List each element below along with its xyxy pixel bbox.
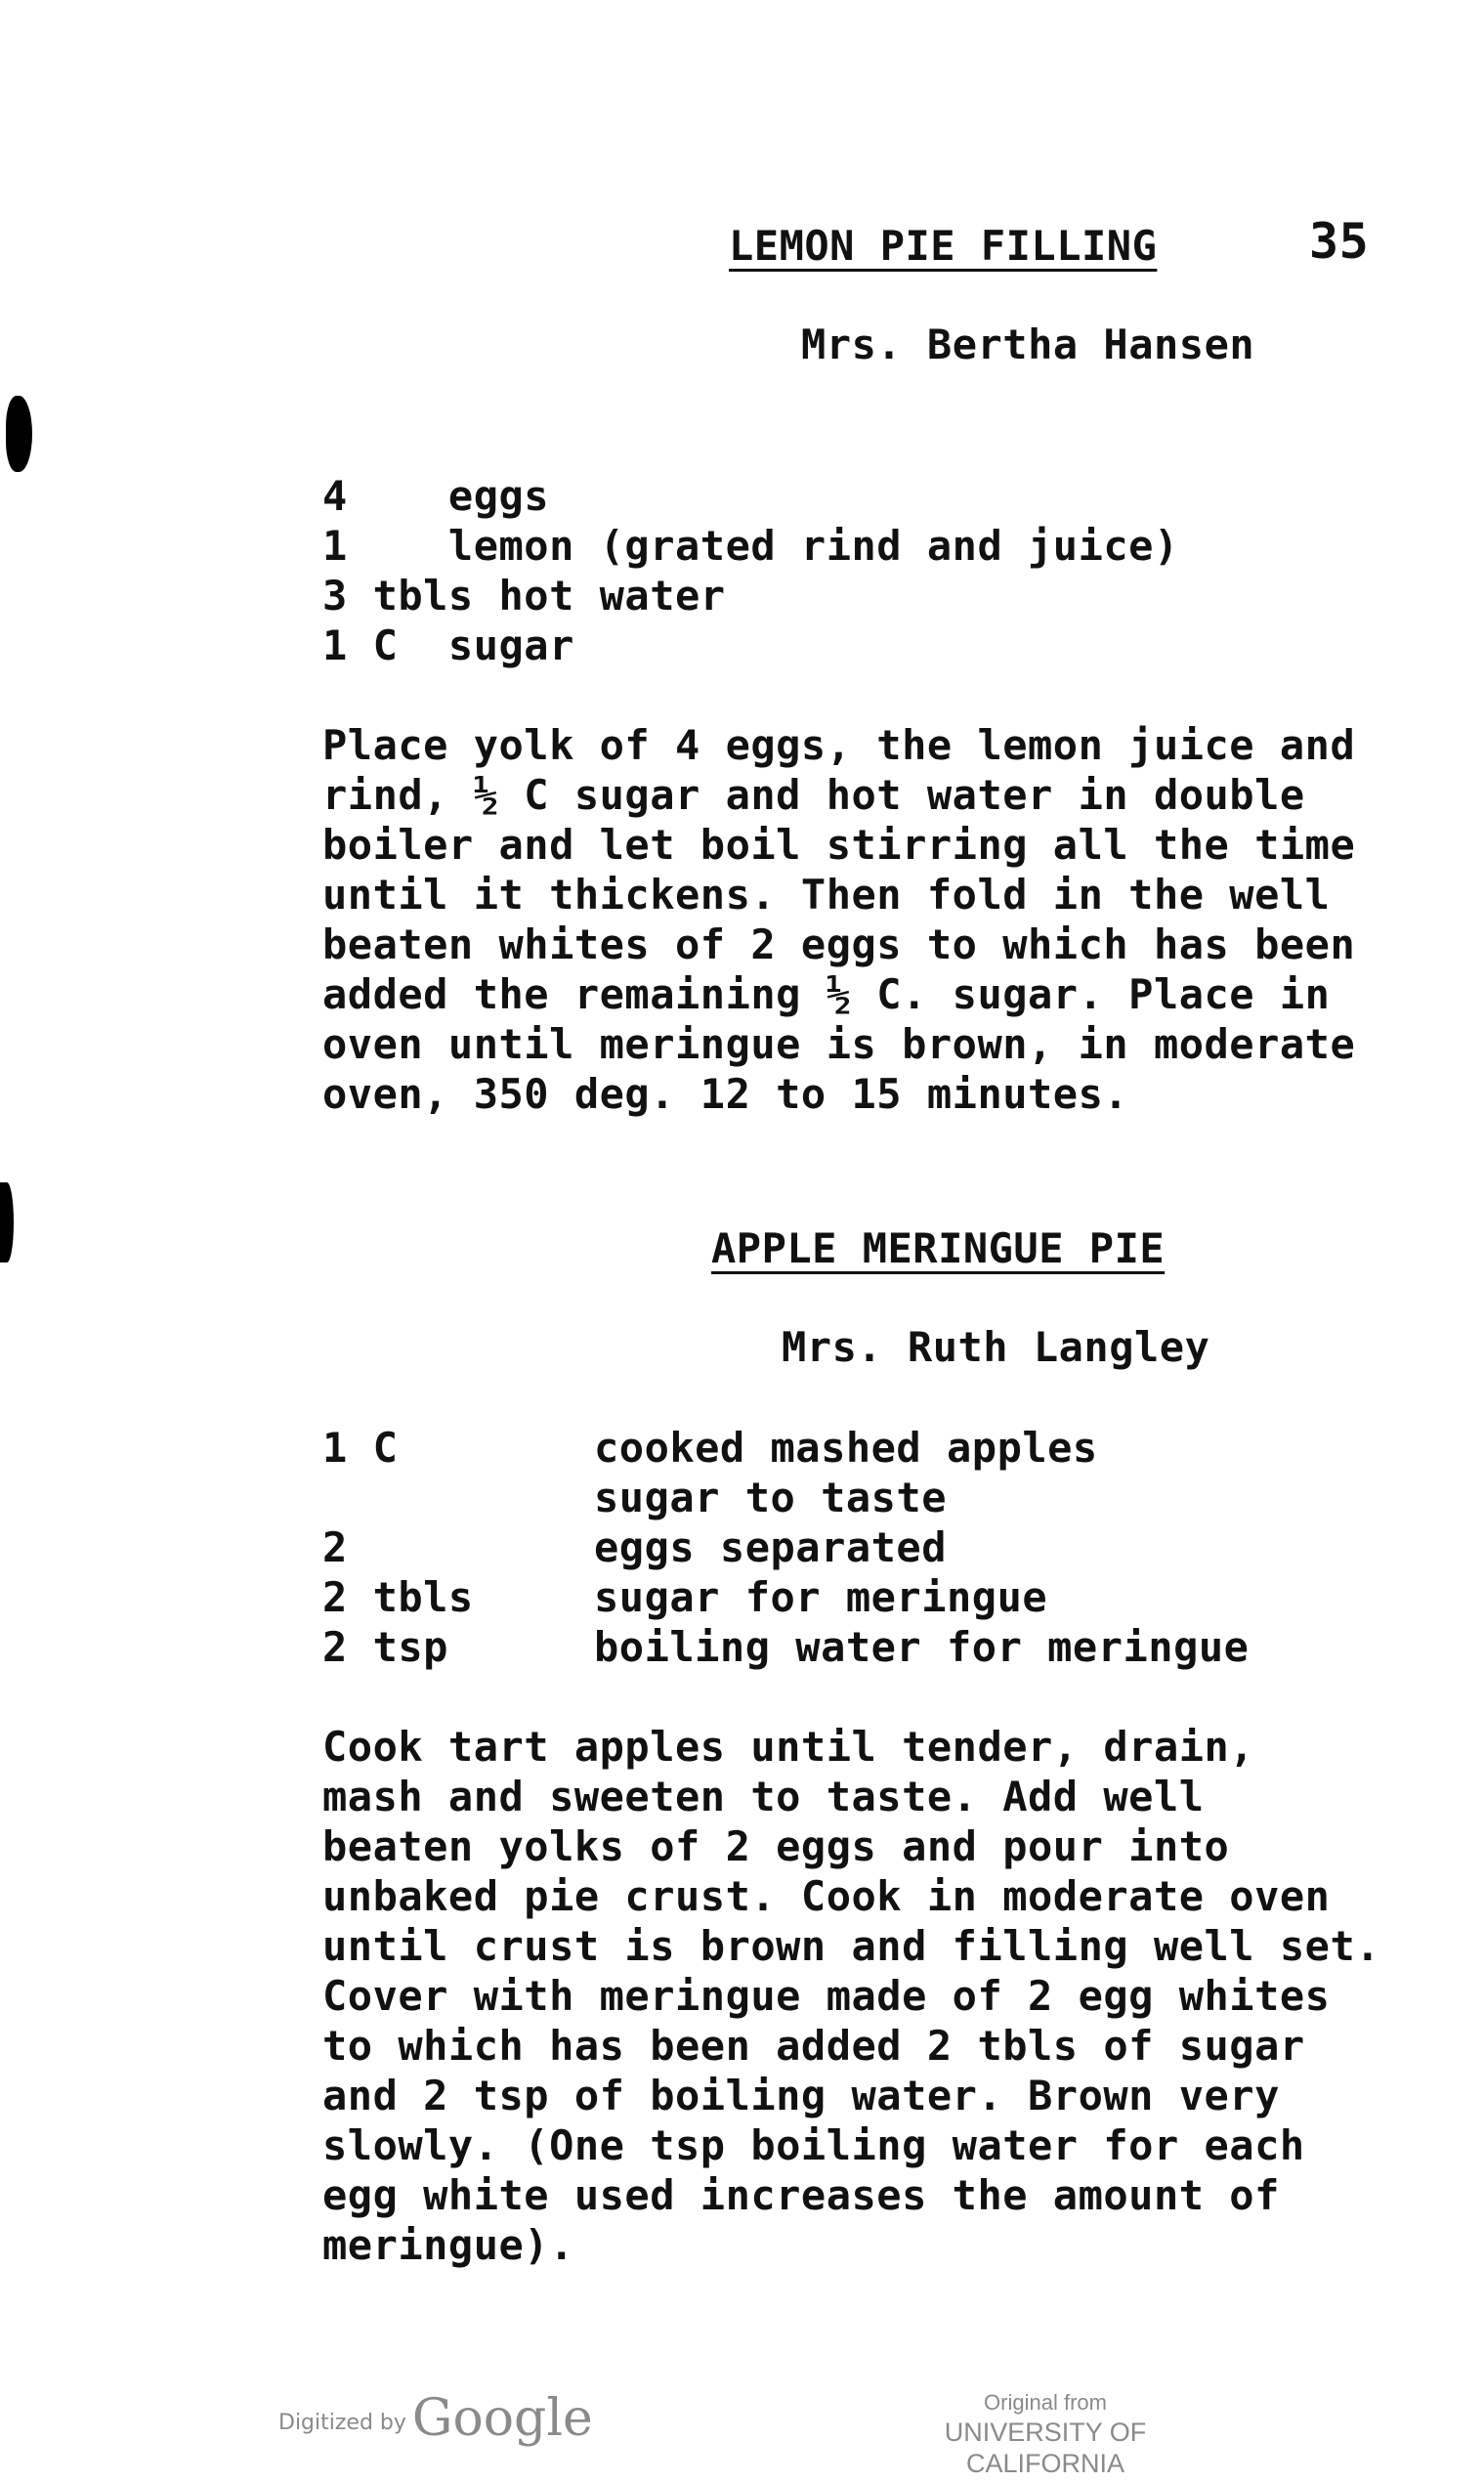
instruction-line: until crust is brown and filling well set.: [322, 1922, 1381, 1970]
ingredient-line: 1 lemon (grated rind and juice): [322, 522, 1179, 570]
ingredient-item: sugar for meringue: [594, 1573, 1048, 1621]
instruction-line: unbaked pie crust. Cook in moderate oven: [322, 1872, 1331, 1920]
instruction-line: Cover with meringue made of 2 egg whites: [322, 1972, 1331, 2020]
ingredient-qty: 2 tsp: [322, 1623, 448, 1671]
digitized-by-label: Digitized by: [278, 2411, 406, 2435]
ingredient-qty: 1 C: [322, 1424, 399, 1472]
digitized-by-watermark: [278, 2389, 593, 2448]
instruction-line: meringue).: [322, 2221, 574, 2269]
ingredient-qty: 2 tbls: [322, 1573, 474, 1621]
recipe-title: APPLE MERINGUE PIE: [711, 1224, 1166, 1272]
instruction-line: until it thickens. Then fold in the well: [322, 871, 1331, 919]
instruction-line: added the remaining ½ C. sugar. Place in: [322, 970, 1331, 1018]
instruction-line: egg white used increases the amount of: [322, 2171, 1280, 2219]
instruction-line: boiler and let boil stirring all the time: [322, 821, 1356, 869]
instruction-line: beaten whites of 2 eggs to which has been: [322, 920, 1356, 968]
google-logo: Google: [411, 2389, 593, 2448]
instruction-line: to which has been added 2 tbls of sugar: [322, 2022, 1305, 2070]
recipe-author: Mrs. Bertha Hansen: [801, 321, 1255, 368]
instruction-line: oven until meringue is brown, in moderate: [322, 1020, 1356, 1068]
recipe-author: Mrs. Ruth Langley: [782, 1323, 1210, 1371]
institution-name: UNIVERSITY OF CALIFORNIA: [944, 2418, 1147, 2478]
ingredient-line: 4 eggs: [322, 472, 550, 520]
ingredient-item: boiling water for meringue: [594, 1623, 1250, 1671]
instruction-line: rind, ½ C sugar and hot water in double: [322, 771, 1305, 819]
instruction-line: oven, 350 deg. 12 to 15 minutes.: [322, 1070, 1129, 1118]
ingredient-item: eggs separated: [594, 1523, 948, 1571]
ingredient-line: 1 C sugar: [322, 621, 574, 669]
ingredient-item: cooked mashed apples: [594, 1424, 1098, 1472]
instruction-line: beaten yolks of 2 eggs and pour into: [322, 1822, 1230, 1870]
scan-artifact-mark: [6, 396, 32, 472]
instruction-line: mash and sweeten to taste. Add well: [322, 1773, 1205, 1820]
ingredient-line: 3 tbls hot water: [322, 572, 726, 620]
ingredient-qty: 2: [322, 1523, 348, 1571]
page-number: 35: [1309, 213, 1370, 270]
original-from-watermark: [869, 2389, 1221, 2479]
instruction-line: Cook tart apples until tender, drain,: [322, 1723, 1255, 1771]
instruction-line: and 2 tsp of boiling water. Brown very: [322, 2072, 1280, 2119]
instruction-line: Place yolk of 4 eggs, the lemon juice and: [322, 721, 1356, 769]
scan-artifact-mark: [0, 1182, 14, 1262]
original-from-label: Original from: [984, 2390, 1107, 2415]
instruction-line: slowly. (One tsp boiling water for each: [322, 2121, 1305, 2169]
ingredient-item: sugar to taste: [594, 1474, 948, 1521]
recipe-title: LEMON PIE FILLING: [729, 222, 1158, 270]
